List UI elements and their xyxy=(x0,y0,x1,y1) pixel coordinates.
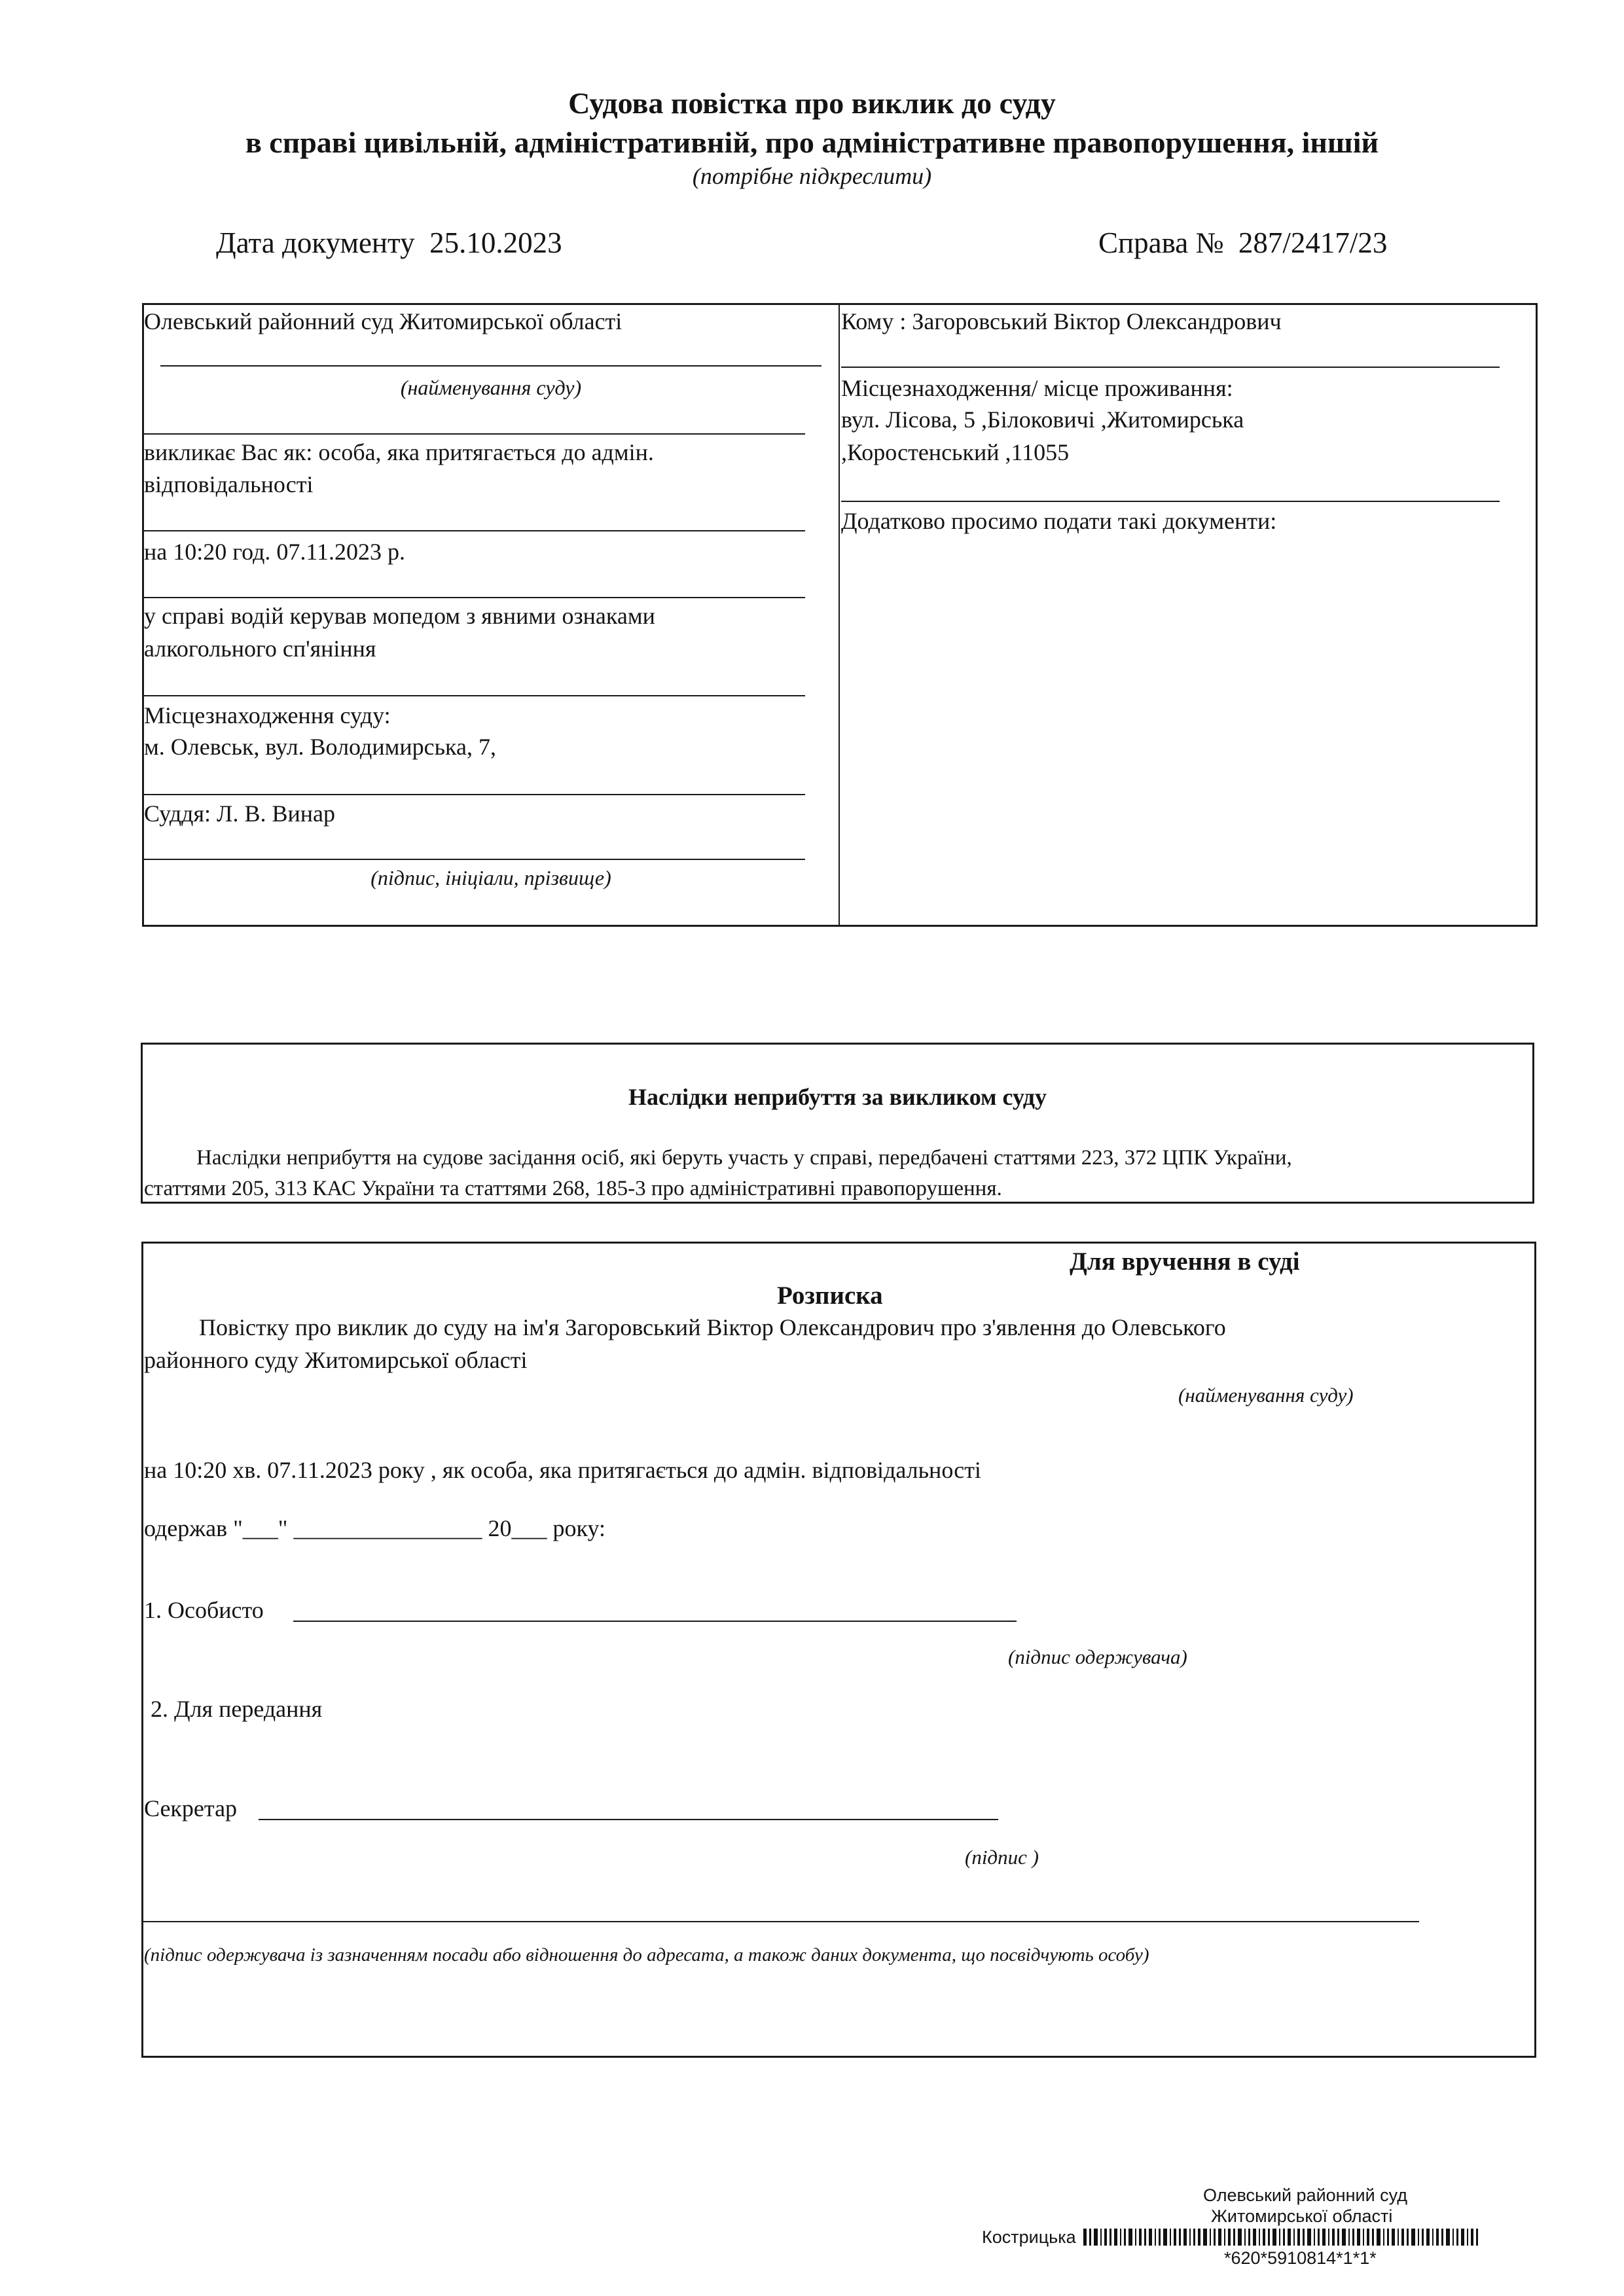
court-name-caption: (найменування суду) xyxy=(400,376,582,399)
summons-role-line1: викликає Вас як: особа, яка притягається до адмін. xyxy=(144,439,654,465)
receipt-court-caption: (найменування суду) xyxy=(1178,1384,1354,1407)
document-date xyxy=(216,226,562,260)
summons-role-line2: відповідальності xyxy=(144,471,314,497)
consequences-text-line1: Наслідки неприбуття на судове засідання осіб, які беруть участь у справі, передбачені статтями 223, 372 ЦПК України, xyxy=(196,1146,1292,1170)
title-note: (потрібне підкреслити) xyxy=(692,163,932,189)
receipt-time-line: на 10:20 хв. 07.11.2023 року , як особа, яка притягається до адмін. відповідальності xyxy=(144,1457,981,1483)
recipient-address-label: Місцезнаходження/ місце проживання: xyxy=(841,375,1233,401)
recipient-name: Кому : Загоровський Віктор Олександрович xyxy=(841,308,1282,334)
address-line xyxy=(841,501,1500,502)
for-transfer-label: 2. Для передання xyxy=(151,1696,323,1722)
clerk-name: Кострицька xyxy=(982,2227,1076,2247)
recipient-details-caption: (підпис одержувача із зазначенням посади або відношення до адресата, а також даних документа, що посвідчують особу) xyxy=(144,1945,1149,1965)
court-name-line xyxy=(160,365,821,367)
stamp-court-line1: Олевський районний суд xyxy=(1203,2185,1408,2205)
personally-signature-line xyxy=(293,1621,1017,1622)
recipient-details-line xyxy=(143,1921,1419,1922)
page-subtitle: в справі цивільній, адміністративній, про адміністративне правопорушення, іншій xyxy=(245,126,1379,159)
consequences-text-line2: статтями 205, 313 КАС України та статтями 268, 185-3 про адміністративні правопорушення. xyxy=(144,1177,1002,1200)
hearing-time: на 10:20 год. 07.11.2023 р. xyxy=(144,539,406,565)
document-date-label: Дата документу xyxy=(216,226,415,259)
recipient-address-line1: вул. Лісова, 5 ,Білоковичі ,Житомирська xyxy=(841,406,1244,433)
case-description-line1: у справі водій керував мопедом з явними ознаками xyxy=(144,603,655,629)
separator-line xyxy=(144,530,805,531)
recipient-address-line2: ,Коростенський ,11055 xyxy=(841,439,1070,465)
barcode-text: *620*5910814*1*1* xyxy=(1224,2248,1377,2268)
stamp-court-line2: Житомирської області xyxy=(1211,2206,1393,2226)
receipt-title: Розписка xyxy=(777,1282,883,1310)
barcode xyxy=(1083,2229,1542,2246)
receipt-line2: районного суду Житомирської області xyxy=(144,1347,528,1373)
personally-label: 1. Особисто xyxy=(144,1597,264,1623)
received-date-line: одержав "___" ________________ 20___ року: xyxy=(144,1515,606,1541)
case-number-value: 287/2417/23 xyxy=(1238,226,1388,259)
recipient-signature-caption: (підпис одержувача) xyxy=(1008,1645,1187,1668)
separator-line xyxy=(144,433,805,435)
judge-name: Суддя: Л. В. Винар xyxy=(144,800,335,827)
recipient-line xyxy=(841,367,1500,368)
court-location-label: Місцезнаходження суду: xyxy=(144,702,391,728)
page-title: Судова повістка про виклик до суду xyxy=(568,86,1056,120)
court-name: Олевський районний суд Житомирської області xyxy=(144,308,623,334)
secretary-signature-line xyxy=(259,1819,998,1820)
for-court-delivery: Для вручення в суді xyxy=(1070,1247,1300,1276)
separator-line xyxy=(144,695,805,696)
column-divider xyxy=(839,303,840,927)
document-date-value: 25.10.2023 xyxy=(429,226,562,259)
case-number xyxy=(1098,226,1387,260)
case-number-label: Справа № xyxy=(1098,226,1224,259)
court-location-value: м. Олевськ, вул. Володимирська, 7, xyxy=(144,734,496,760)
extra-documents-label: Додатково просимо подати такі документи: xyxy=(841,508,1277,534)
secretary-label: Секретар xyxy=(144,1795,238,1821)
separator-line xyxy=(144,794,805,795)
judge-caption: (підпис, ініціали, прізвище) xyxy=(370,866,611,889)
judge-signature-line xyxy=(144,859,805,860)
case-description-line2: алкогольного сп'яніння xyxy=(144,636,376,662)
separator-line xyxy=(144,597,805,598)
secretary-signature-caption: (підпис ) xyxy=(965,1846,1039,1869)
receipt-line1: Повістку про виклик до суду на ім'я Загоровський Віктор Олександрович про з'явлення до Олевського xyxy=(199,1314,1226,1340)
consequences-title: Наслідки неприбуття за викликом суду xyxy=(628,1084,1047,1110)
